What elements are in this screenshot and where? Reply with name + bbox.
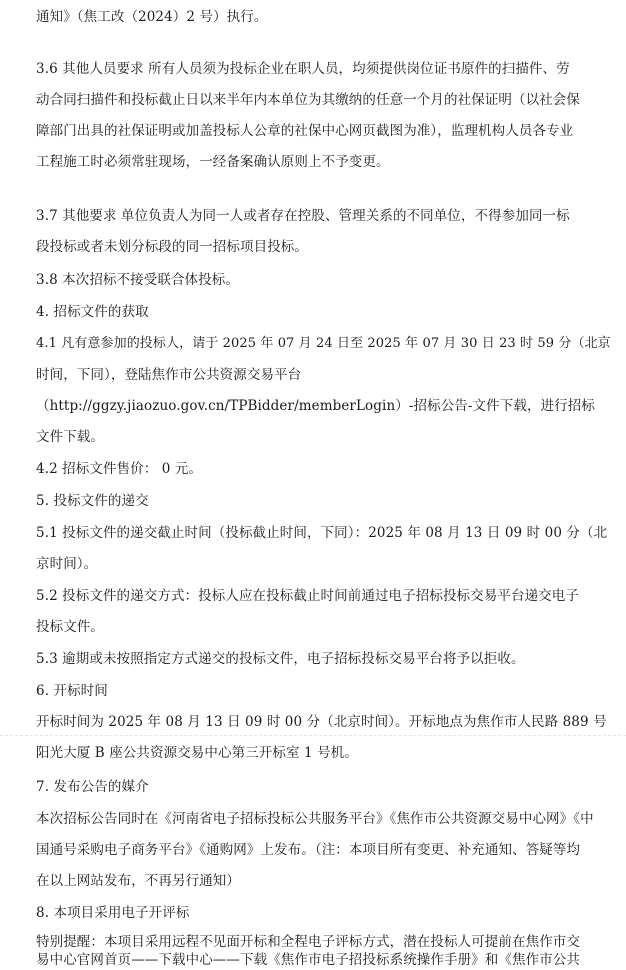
- text-line: 动合同扫描件和投标截止日以来半年内本单位为其缴纳的任意一个月的社保证明（以社会保: [36, 92, 580, 108]
- text-line: 阳光大厦 B 座公共资源交易中心第三开标室 1 号机。: [36, 745, 358, 761]
- section-heading: 7. 发布公告的媒介: [36, 779, 149, 795]
- text-line: 时间，下同），登陆焦作市公共资源交易平台: [36, 367, 302, 383]
- text-line: 通知》（焦工改（2024）2 号）执行。: [36, 9, 268, 25]
- text-line: 本次招标公告同时在《河南省电子招标投标公共服务平台》《焦作市公共资源交易中心网》《中: [36, 811, 594, 827]
- text-line: 京时间）。: [36, 556, 98, 572]
- section-heading: 4. 招标文件的获取: [36, 304, 149, 320]
- text-line: 易中心官网首页——下载中心——下载《焦作市电子招投标系统操作手册》和《焦作市公共: [36, 952, 580, 968]
- text-line: 4.1 凡有意参加的投标人，请于 2025 年 07 月 24 日至 2025 年 07 月 30 日 23 时 59 分（北京: [36, 336, 611, 351]
- text-line: 障部门出具的社保证明或加盖投标人公章的社保中心网页截图为准），监理机构人员各专业: [36, 123, 574, 139]
- text-line: 特别提醒：本项目采用远程不见面开标和全程电子评标方式，潜在投标人可提前在焦作市交: [36, 934, 580, 950]
- text-line: 段投标或者未划分标段的同一招标项目投标。: [36, 239, 308, 255]
- section-heading: 6. 开标时间: [36, 683, 108, 699]
- text-line: 3.7 其他要求 单位负责人为同一人或者存在控股、管理关系的不同单位，不得参加同一标: [36, 208, 570, 224]
- text-line: 投标文件。: [36, 619, 104, 635]
- section-heading: 5. 投标文件的递交: [36, 493, 149, 509]
- text-line: 3.6 其他人员要求 所有人员须为投标企业在职人员，均须提供岗位证书原件的扫描件、劳: [36, 61, 570, 77]
- text-line: 3.8 本次招标不接受联合体投标。: [36, 272, 239, 288]
- text-line: 工程施工时必须常驻现场，一经备案确认原则上不予变更。: [36, 154, 390, 170]
- text-line: （http://ggzy.jiaozuo.gov.cn/TPBidder/memberLogin）-招标公告-文件下载，进行招标: [36, 398, 595, 414]
- text-line: 5.1 投标文件的递交截止时间（投标截止时间，下同）：2025 年 08 月 13 日 09 时 00 分（北: [36, 525, 608, 541]
- text-line: 开标时间为 2025 年 08 月 13 日 09 时 00 分（北京时间）。开标地点为焦作市人民路 889 号: [36, 714, 607, 730]
- text-line: 4.2 招标文件售价： 0 元。: [36, 461, 203, 477]
- text-line: 国通号采购电子商务平台》《通购网》上发布。（注：本项目所有变更、补充通知、答疑等均: [36, 842, 581, 858]
- text-line: 在以上网站发布，不再另行通知）: [36, 873, 240, 889]
- section-heading: 8. 本项目采用电子开评标: [36, 905, 190, 921]
- page-divider: [0, 735, 626, 737]
- text-line: 文件下载。: [36, 429, 104, 445]
- text-line: 5.3 逾期或未按照指定方式递交的投标文件，电子招标投标交易平台将予以拒收。: [36, 651, 525, 667]
- text-line: 5.2 投标文件的递交方式：投标人应在投标截止时间前通过电子招标投标交易平台递交电子: [36, 588, 579, 604]
